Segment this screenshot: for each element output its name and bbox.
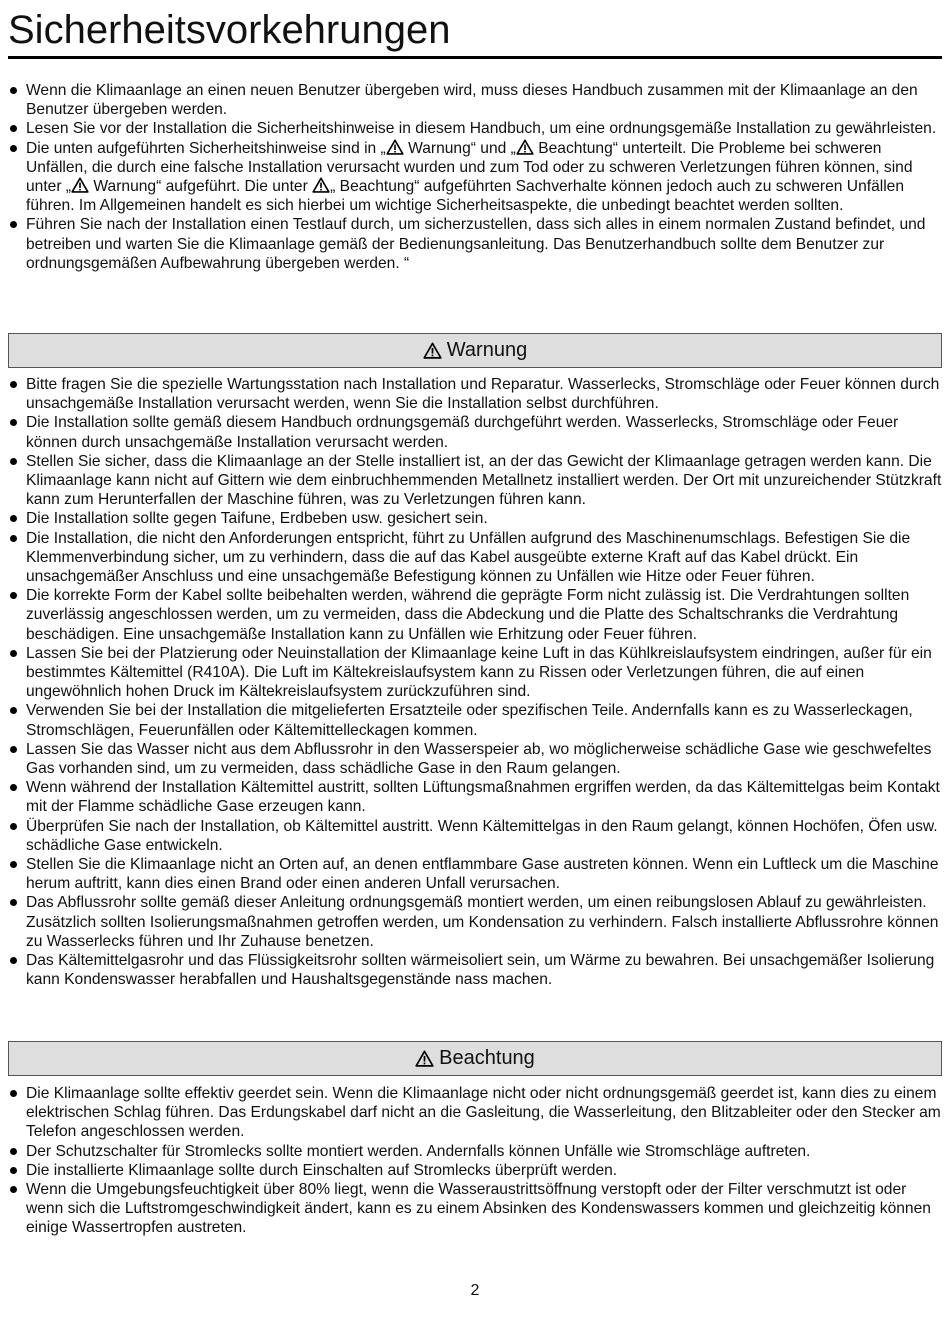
warning-item: Das Abflussrohr sollte gemäß dieser Anleitung ordnungsgemäß montiert werden, um einen reibungslosen Ablauf zu gewährleisten. Zusätzlich sollten Isolierungsmaßnahmen getroffen werden, um Kondensation zu verhindern. Falsch installierte Abflussrohre können zu Wasserlecks führen und Ihr Zuhause benetzen. [8, 893, 942, 951]
page-number: 2 [470, 1282, 480, 1299]
warning-item: Die korrekte Form der Kabel sollte beibehalten werden, während die geprägte Form nicht zulässig ist. Die Verdrahtungen sollten zuverlässig angeschlossen werden, um zu vermeiden, dass die Abdeckung und die Platte des Schaltschranks die Verdrahtung beschädigen. Eine unsachgemäße Installation kann zu Unfällen wie Erhitzung oder Feuer führen. [8, 586, 942, 644]
warning-heading: Warnung [446, 339, 528, 361]
warning-list [8, 375, 942, 990]
caution-item: Die installierte Klimaanlage sollte durch Einschalten auf Stromlecks überprüft werden. [8, 1161, 942, 1180]
warning-item: Lassen Sie bei der Platzierung oder Neuinstallation der Klimaanlage keine Luft in das Kühlkreislaufsystem eindringen, außer für ein bestimmtes Kältemittel (R410A). Die Luft im Kältekreislaufsystem kann zu Rissen oder Verletzungen führen, die auf einen ungewöhnlich hohen Druck im Kältekreislaufsystem zurückzuführen sind. [8, 644, 942, 702]
warning-icon [386, 139, 404, 155]
warning-icon [415, 1050, 434, 1067]
warning-icon [71, 177, 89, 193]
intro-text-part: „ Beachtung“ aufgeführten Sachverhalte können jedoch auch zu schweren Unfällen führen. Im Allgemeinen handelt es sich hierbei um wichtige Sicherheitsaspekte, die unbedingt beachtet werden sollten. [26, 178, 905, 215]
warning-item: Stellen Sie sicher, dass die Klimaanlage an der Stelle installiert ist, an der das Gewicht der Klimaanlage getragen werden kann. Die Klimaanlage kann nicht auf Gittern wie dem einbruchhemmenden Metallnetz installiert werden. Der Ort mit unzureichender Stützkraft kann zum Herunterfallen der Maschine führen, was zu Verletzungen führen kann. [8, 452, 942, 510]
intro-item [8, 139, 942, 216]
intro-list [8, 81, 942, 273]
intro-text-part: Beachtung“ unterteilt. Die Probleme bei schweren Unfällen, die durch eine falsche Installation verursacht wurden und zum Tod oder zu schweren Verletzungen führen können, sind unter „ [26, 139, 913, 196]
warning-item: Überprüfen Sie nach der Installation, ob Kältemittel austritt. Wenn Kältemittelgas in den Raum gelangt, können Hochöfen, Öfen usw. schädliche Gase entwickeln. [8, 817, 942, 855]
warning-item: Lassen Sie das Wasser nicht aus dem Abflussrohr in den Wasserspeier ab, wo möglicherweise schädliche Gase wie geschwefeltes Gas vorhanden sind, um zu vermeiden, dass schädliche Gase in den Raum gelangen. [8, 740, 942, 778]
page-title: Sicherheitsvorkehrungen [8, 8, 451, 52]
warning-item: Bitte fragen Sie die spezielle Wartungsstation nach Installation und Reparatur. Wasserlecks, Stromschläge oder Feuer können durch unsachgemäße Installation verursacht werden, wenn Sie die Installation selbst durchführen. [8, 375, 942, 413]
warning-item: Die Installation, die nicht den Anforderungen entspricht, führt zu Unfällen aufgrund des Maschinenumschlags. Befestigen Sie die Klemmenverbindung sicher, um zu verhindern, dass die auf das Kabel ausgeübte externe Kraft auf das Kabel drückt. Ein unsachgemäßer Anschluss und eine unsachgemäße Befestigung können zu Unfällen wie Hitze oder Feuer führen. [8, 529, 942, 587]
warning-item: Wenn während der Installation Kältemittel austritt, sollten Lüftungsmaßnahmen ergriffen werden, da das Kältemittelgas beim Kontakt mit der Flamme schädliche Gase erzeugen kann. [8, 778, 942, 816]
intro-text-part: Warnung“ aufgeführt. Die unter [89, 178, 313, 196]
caution-heading: Beachtung [439, 1047, 535, 1069]
intro-item: Lesen Sie vor der Installation die Sicherheitshinweise in diesem Handbuch, um eine ordnungsgemäße Installation zu gewährleisten. [8, 119, 942, 138]
intro-text-part: Warnung“ und „ [403, 139, 516, 157]
intro-item: Führen Sie nach der Installation einen Testlauf durch, um sicherzustellen, dass sich alles in einem normalen Zustand befindet, und betreiben und warten Sie die Klimaanlage gemäß der Bedienungsanleitung. Das Benutzerhandbuch sollte dem Benutzer zur ordnungsgemäßen Aufbewahrung übergeben werden. “ [8, 215, 942, 273]
caution-item: Die Klimaanlage sollte effektiv geerdet sein. Wenn die Klimaanlage nicht oder nicht ordnungsgemäß geerdet ist, kann dies zu einem elektrischen Schlag führen. Das Erdungskabel darf nicht an die Gasleitung, die Wasserleitung, den Blitzableiter oder den Stecker am Telefon angeschlossen werden. [8, 1084, 942, 1142]
caution-heading-bar [8, 1041, 942, 1076]
intro-item: Wenn die Klimaanlage an einen neuen Benutzer übergeben wird, muss dieses Handbuch zusammen mit der Klimaanlage an den Benutzer übergeben werden. [8, 81, 942, 119]
caution-item: Der Schutzschalter für Stromlecks sollte montiert werden. Andernfalls können Unfälle wie Stromschläge auftreten. [8, 1142, 942, 1161]
warning-icon [423, 342, 442, 359]
warning-icon [312, 177, 330, 193]
caution-list [8, 1084, 942, 1238]
title-rule [8, 56, 942, 59]
caution-item: Wenn die Umgebungsfeuchtigkeit über 80% liegt, wenn die Wasseraustrittsöffnung verstopft oder der Filter verschmutzt ist oder wenn sich die Luftstromgeschwindigkeit ändert, kann es zu einem Absinken des Kondenswassers kommen und gleichzeitig können einige Wassertropfen austreten. [8, 1180, 942, 1238]
warning-item: Die Installation sollte gegen Taifune, Erdbeben usw. gesichert sein. [8, 509, 942, 528]
intro-text-part: Die unten aufgeführten Sicherheitshinweise sind in „ [26, 139, 386, 157]
warning-item: Das Kältemittelgasrohr und das Flüssigkeitsrohr sollten wärmeisoliert sein, um Wärme zu bewahren. Bei unsachgemäßer Isolierung kann Kondenswasser herabfallen und Haushaltsgegenstände nass machen. [8, 951, 942, 989]
warning-icon [516, 139, 534, 155]
warning-item: Die Installation sollte gemäß diesem Handbuch ordnungsgemäß durchgeführt werden. Wasserlecks, Stromschläge oder Feuer können durch unsachgemäße Installation verursacht werden. [8, 413, 942, 451]
warning-item: Stellen Sie die Klimaanlage nicht an Orten auf, an denen entflammbare Gase austreten können. Wenn ein Luftleck um die Maschine herum auftritt, kann dies einen Brand oder einen anderen Unfall verursachen. [8, 855, 942, 893]
warning-item: Verwenden Sie bei der Installation die mitgelieferten Ersatzteile oder spezifischen Teile. Andernfalls kann es zu Wasserleckagen, Stromschlägen, Feuerunfällen oder Kältemittelleckagen kommen. [8, 701, 942, 739]
warning-heading-bar [8, 333, 942, 368]
